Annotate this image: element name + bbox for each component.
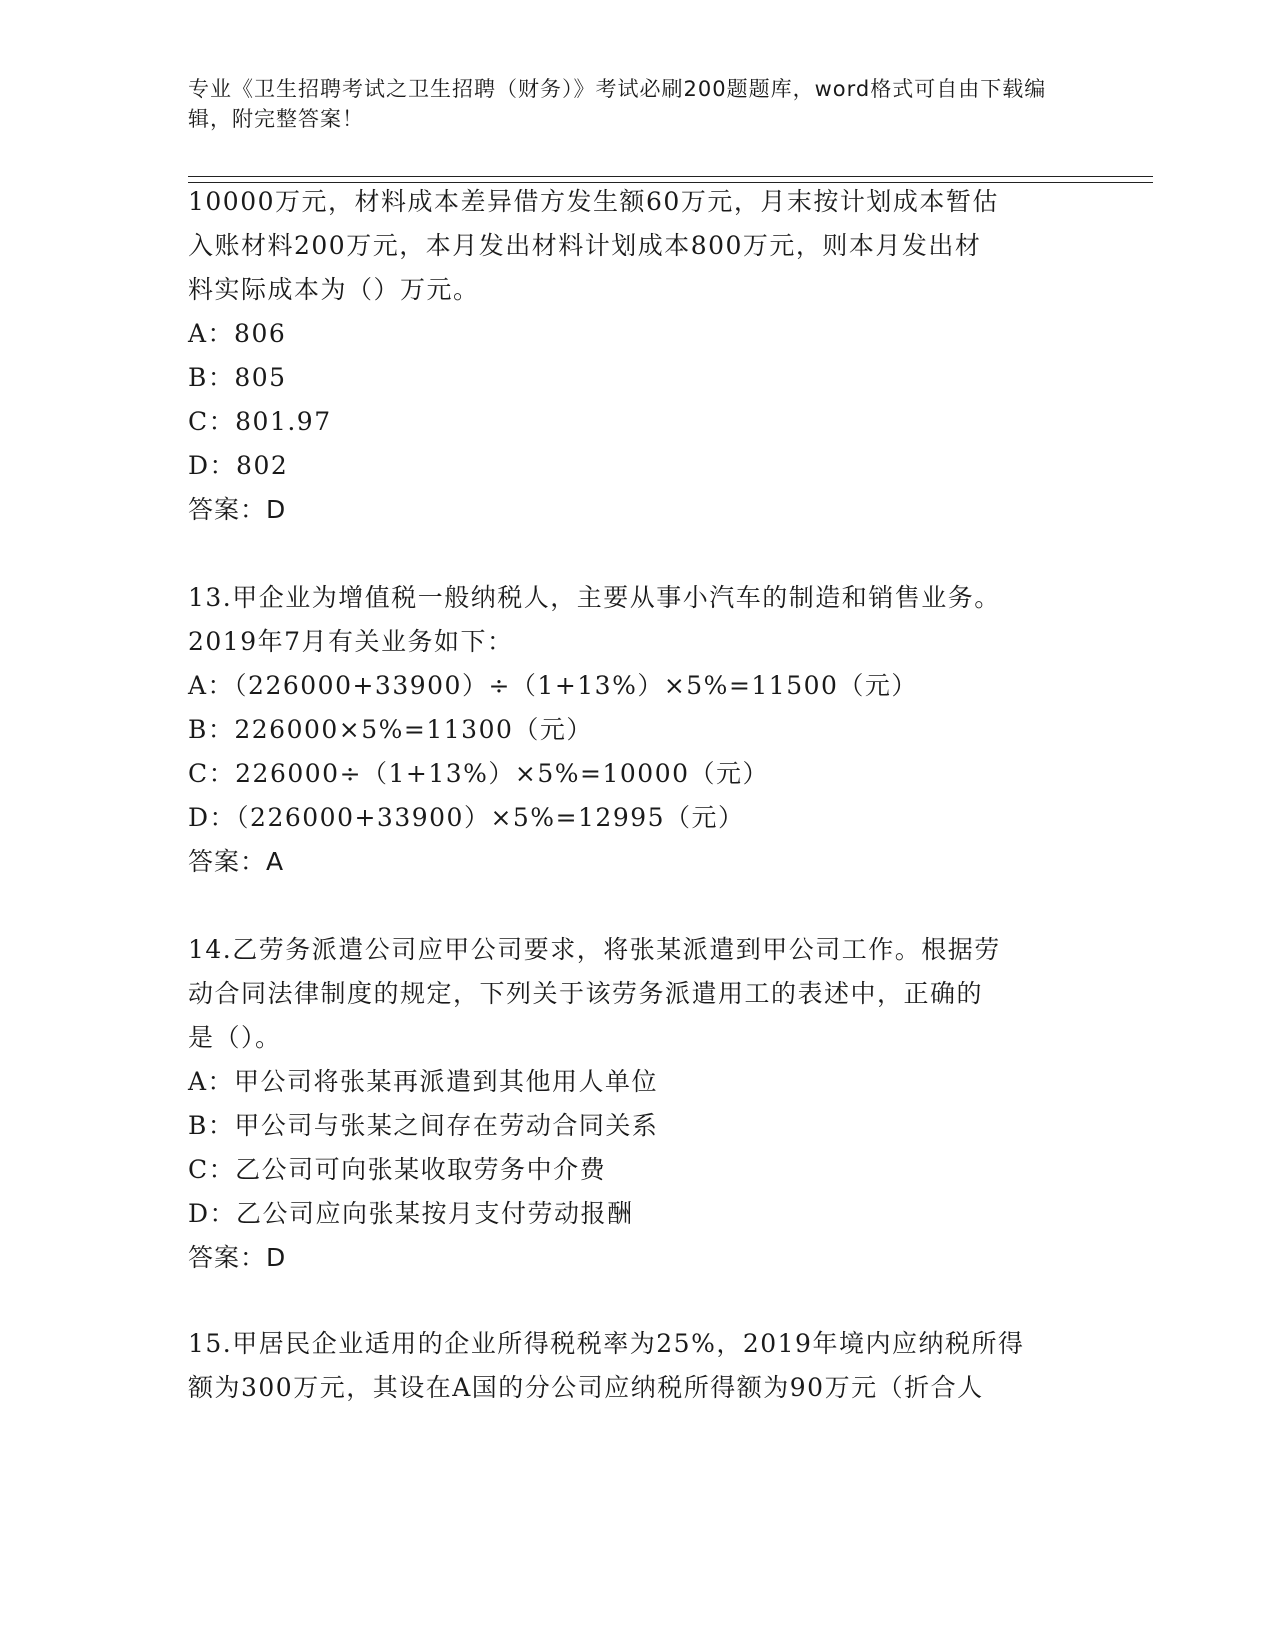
- option-b: B：甲公司与张某之间存在劳动合同关系: [188, 1111, 659, 1140]
- question-stem-line: 入账材料200万元，本月发出材料计划成本800万元，则本月发出材: [188, 231, 982, 260]
- document-header: 专业《卫生招聘考试之卫生招聘（财务）》考试必刷200题题库，word格式可自由下载编辑，附完整答案！: [188, 77, 1047, 131]
- option-b: B：805: [188, 363, 287, 392]
- option-d: D：乙公司应向张某按月支付劳动报酬: [188, 1199, 634, 1228]
- question-stem-line: 10000万元，材料成本差异借方发生额60万元，月末按计划成本暂估: [188, 187, 999, 216]
- option-d: D：802: [188, 451, 289, 480]
- question-stem-line: 15.甲居民企业适用的企业所得税税率为25%，2019年境内应纳税所得: [188, 1329, 1025, 1358]
- question-stem-line: 额为300万元，其设在A国的分公司应纳税所得额为90万元（折合人: [188, 1373, 984, 1402]
- option-a: A：（226000+33900）÷（1+13%）×5%=11500（元）: [188, 671, 918, 700]
- question-stem-line: 动合同法律制度的规定，下列关于该劳务派遣用工的表述中，正确的: [188, 979, 984, 1008]
- question-stem-line: 料实际成本为（）万元。: [188, 275, 480, 304]
- option-d: D：（226000+33900）×5%=12995（元）: [188, 803, 745, 832]
- option-c: C：乙公司可向张某收取劳务中介费: [188, 1155, 607, 1184]
- option-a: A：甲公司将张某再派遣到其他用人单位: [188, 1067, 659, 1096]
- question-stem-line: 是（）。: [188, 1023, 282, 1052]
- header-rule-top: [188, 176, 1153, 177]
- question-stem-line: 13.甲企业为增值税一般纳税人，主要从事小汽车的制造和销售业务。: [188, 583, 1001, 612]
- question-stem-line: 2019年7月有关业务如下：: [188, 627, 514, 656]
- question-stem-line: 14.乙劳务派遣公司应甲公司要求，将张某派遣到甲公司工作。根据劳: [188, 935, 1001, 964]
- header-rule-bottom: [188, 182, 1153, 183]
- answer-label: 答案：D: [188, 495, 287, 524]
- answer-label: 答案：D: [188, 1243, 287, 1272]
- option-c: C：226000÷（1+13%）×5%=10000（元）: [188, 759, 770, 788]
- option-b: B：226000×5%=11300（元）: [188, 715, 593, 744]
- option-a: A：806: [188, 319, 287, 348]
- option-c: C：801.97: [188, 407, 332, 436]
- answer-label: 答案：A: [188, 847, 285, 876]
